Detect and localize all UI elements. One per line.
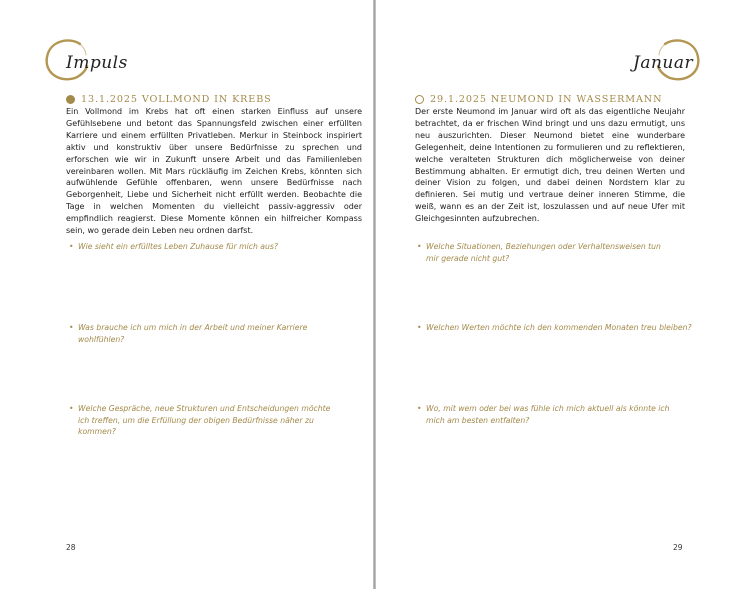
bullet-icon: • — [69, 242, 74, 251]
full-moon-body: Ein Vollmond im Krebs hat oft einen starken Einfluss auf unsere Gefühlsebene und betont das Spannungsfeld zwischen einer erfüllten Karriere und einem erfüllten Privatleben. Merkur in Steinbock inspiriert aktiv und konstruktiv über unsere Bedürfnisse zu sprechen und erforschen wie wir in Zukunft unsere Arbeit und das Familienleben vereinbaren wollen. Mit Mars rückläufig im Zeichen Krebs, könnten sich aufwühlende Gefühle offenbaren, wenn unsere Bedürfnisse nach Geborgenheit, Liebe und Sicherheit nicht erfüllt werden. Beobachte die Tage in welchen Momenten du vielleicht passiv-aggressiv oder empfindlich reagierst. Diese Momente können ein hilfreicher Kompass sein, wo gerade dein Leben neu ordnen darfst. — [66, 107, 362, 236]
right-emblem-text: Januar — [633, 53, 694, 73]
left-prompt-1 — [69, 241, 339, 253]
new-moon-icon — [415, 95, 424, 104]
right-emblem — [627, 38, 717, 82]
bullet-icon: • — [69, 404, 74, 413]
new-moon-heading — [415, 94, 662, 105]
bullet-icon: • — [69, 323, 74, 332]
right-prompt-3-text: Wo, mit wem oder bei was fühle ich mich aktuell als könnte ich mich am besten entfalten? — [426, 404, 670, 425]
bullet-icon: • — [417, 242, 422, 251]
right-prompt-2 — [417, 322, 707, 334]
full-moon-heading — [66, 94, 272, 105]
full-moon-icon — [66, 95, 75, 104]
right-page-number: 29 — [673, 543, 683, 552]
right-prompt-2-text: Welchen Werten möchte ich den kommenden Monaten treu bleiben? — [426, 323, 692, 332]
left-page-number: 28 — [66, 543, 76, 552]
right-prompt-1-text: Welche Situationen, Beziehungen oder Verhaltensweisen tun mir gerade nicht gut? — [426, 242, 661, 263]
left-emblem-text: Impuls — [66, 53, 128, 73]
left-prompt-3 — [69, 403, 339, 438]
right-prompt-3 — [417, 403, 687, 426]
left-prompt-2-text: Was brauche ich um mich in der Arbeit und meiner Karriere wohlfühlen? — [78, 323, 308, 344]
new-moon-heading-text: 29.1.2025 NEUMOND IN WASSERMANN — [430, 94, 663, 105]
bullet-icon: • — [417, 404, 422, 413]
right-page — [375, 0, 750, 589]
left-prompt-2 — [69, 322, 329, 345]
right-prompt-1 — [417, 241, 672, 264]
left-prompt-1-text: Wie sieht ein erfülltes Leben Zuhause für mich aus? — [78, 242, 278, 251]
left-emblem — [44, 38, 128, 82]
full-moon-heading-text: 13.1.2025 VOLLMOND IN KREBS — [81, 94, 272, 105]
left-prompt-3-text: Welche Gespräche, neue Strukturen und Entscheidungen möchte ich treffen, um die Erfüllung der obigen Bedürfnisse näher zu kommen? — [78, 404, 331, 437]
new-moon-body: Der erste Neumond im Januar wird oft als das eigentliche Neujahr betrachtet, da er frischen Wind bringt und uns dazu ermutigt, uns neu auszurichten. Dieser Neumond bietet eine wunderbare Gelegenheit, deine Intentionen zu formulieren und zu reflektieren, welche veralteten Strukturen dich möglicherweise von deiner Bestimmung abhalten. Er ermutigt dich, treu deinen Werten und deiner Vision zu folgen, und dabei deinen Nordstern klar zu definieren. Sei mutig und vertraue deiner inneren Stimme, die weiß, wann es an der Zeit ist, loszulassen und auf neue Ufer mit Gleichgesinnten aufzubrechen. — [415, 107, 685, 224]
bullet-icon: • — [417, 323, 422, 332]
